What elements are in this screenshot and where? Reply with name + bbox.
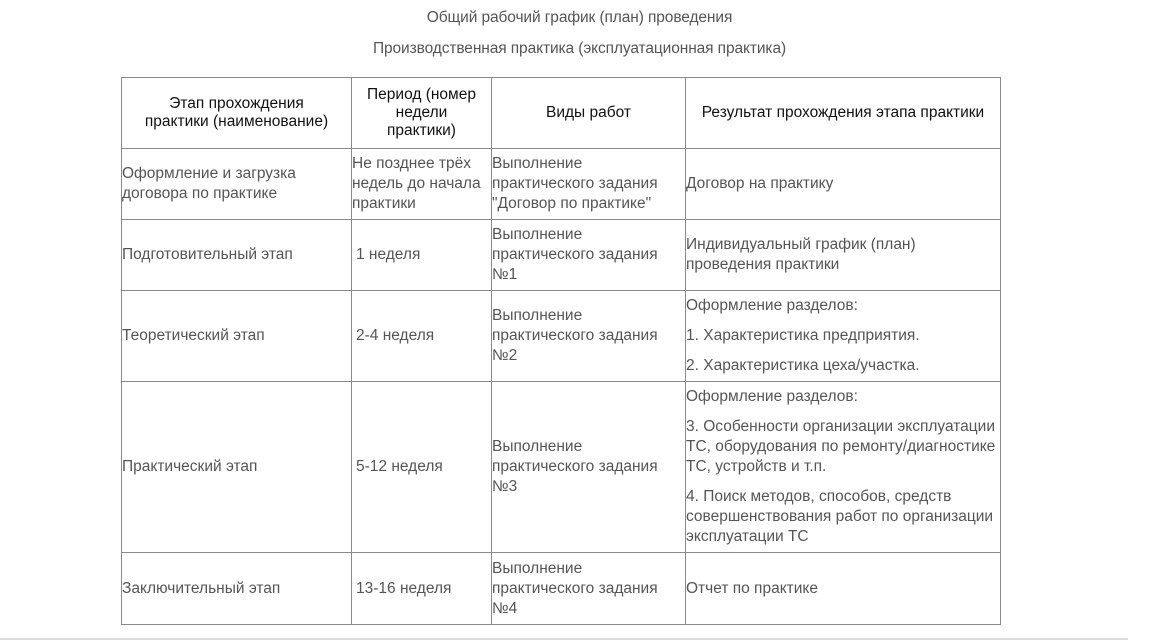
result-line: 1. Характеристика предприятия.	[686, 327, 920, 344]
table-header-row	[122, 78, 1001, 149]
cell-result	[686, 220, 1001, 291]
result-line: Договор на практику	[686, 175, 834, 192]
header-result: Результат прохождения этапа практики	[686, 78, 1001, 149]
cell-result	[686, 149, 1001, 220]
cell-stage: Теоретический этап	[122, 291, 352, 382]
cell-period: 13-16 неделя	[352, 553, 492, 625]
cell-result	[686, 382, 1001, 553]
cell-stage: Заключительный этап	[122, 553, 352, 625]
practice-subtitle: Производственная практика (эксплуатационная практика)	[372, 40, 787, 57]
result-line: 4. Поиск методов, способов, средств совершенствования работ по организации эксплуатации ТС	[686, 488, 994, 545]
result-line: 2. Характеристика цеха/участка.	[686, 357, 920, 374]
result-line: Оформление разделов:	[686, 388, 858, 405]
table-row	[122, 553, 1001, 625]
schedule-title: Общий рабочий график (план) проведения	[426, 9, 733, 26]
cell-period: 1 неделя	[352, 220, 492, 291]
cell-stage: Практический этап	[122, 382, 352, 553]
page-divider	[0, 638, 1128, 640]
table-row	[122, 382, 1001, 553]
cell-period: 5-12 неделя	[352, 382, 492, 553]
cell-stage: Подготовительный этап	[122, 220, 352, 291]
table-row	[122, 291, 1001, 382]
cell-result	[686, 553, 1001, 625]
table-row	[122, 220, 1001, 291]
cell-work: Выполнение практического задания №1	[492, 220, 686, 291]
cell-work: Выполнение практического задания "Договор по практике"	[492, 149, 686, 220]
result-line: 3. Особенности организации эксплуатации ТС, оборудования по ремонту/диагностике ТС, устройств и т.п.	[686, 418, 996, 475]
cell-period: Не позднее трёх недель до начала практики	[352, 149, 492, 220]
result-line: Оформление разделов:	[686, 297, 858, 314]
cell-work: Выполнение практического задания №4	[492, 553, 686, 625]
header-stage: Этап прохождения практики (наименование)	[122, 78, 352, 149]
result-line: Отчет по практике	[686, 579, 818, 597]
header-work-types: Виды работ	[492, 78, 686, 149]
cell-period: 2-4 неделя	[352, 291, 492, 382]
schedule-table	[121, 77, 1001, 625]
result-line: Индивидуальный график (план) проведения практики	[686, 236, 916, 273]
cell-stage: Оформление и загрузка договора по практике	[122, 149, 352, 220]
cell-work: Выполнение практического задания №3	[492, 382, 686, 553]
header-period: Период (номер недели практики)	[352, 78, 492, 149]
cell-work: Выполнение практического задания №2	[492, 291, 686, 382]
table-row	[122, 149, 1001, 220]
cell-result	[686, 291, 1001, 382]
